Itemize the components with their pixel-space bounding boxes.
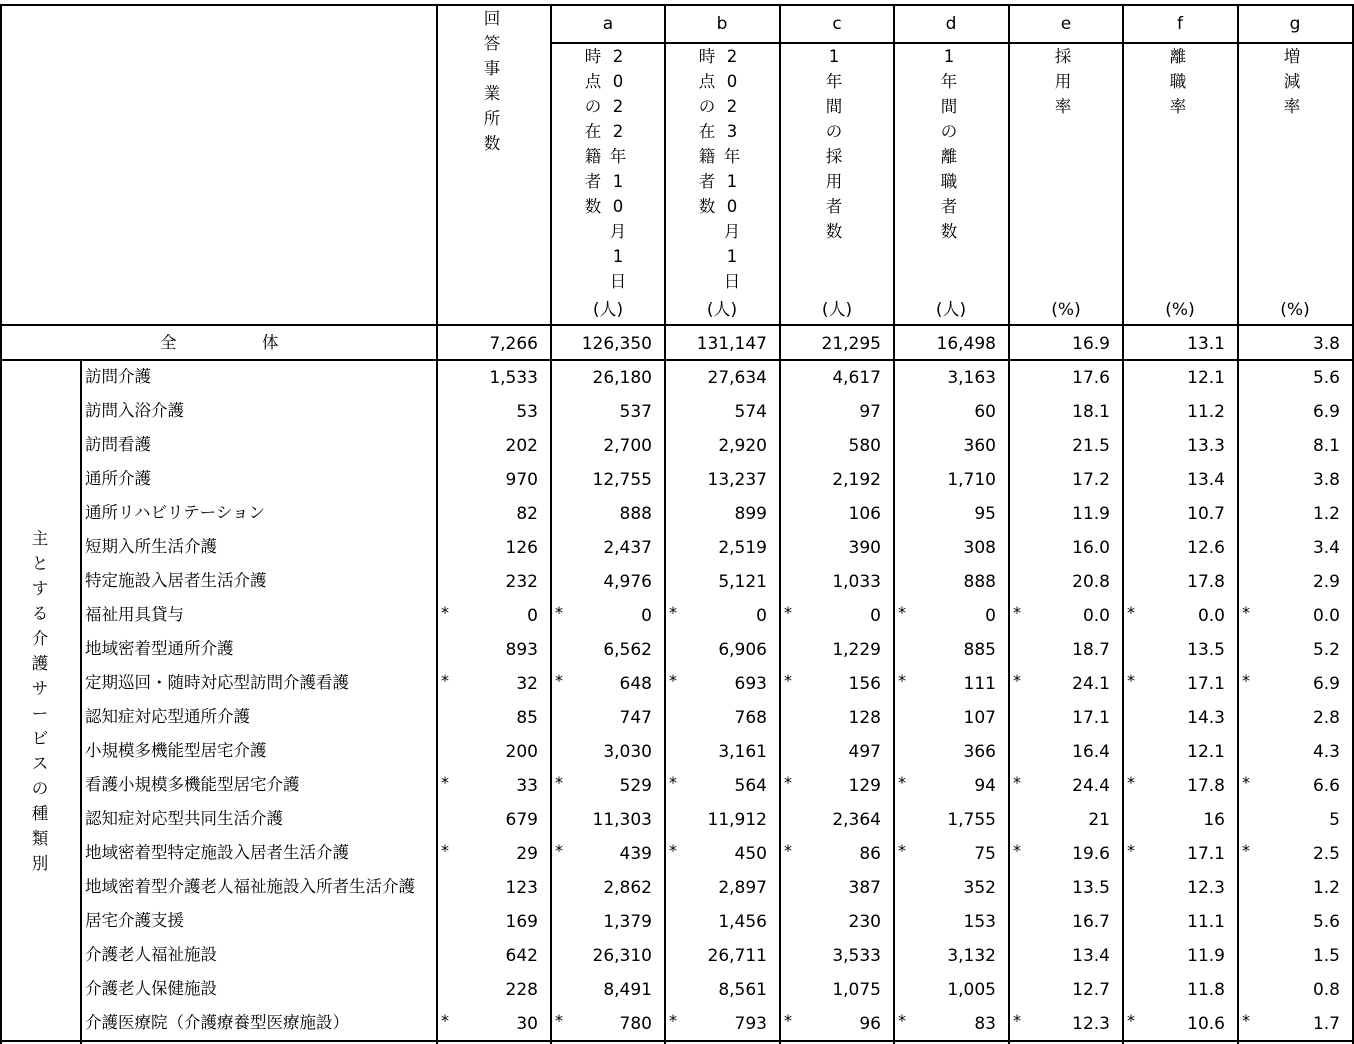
row-value: 6,906	[718, 640, 767, 660]
row-value: 2,700	[603, 436, 652, 456]
row-value: 780	[619, 1014, 652, 1034]
flag-star-icon: *	[898, 603, 906, 622]
flag-star-icon: *	[1013, 671, 1021, 690]
row-value: 156	[848, 674, 881, 694]
row-value: 3,161	[718, 742, 767, 762]
header-letter-f: f	[1177, 14, 1183, 34]
row-value: 888	[963, 572, 996, 592]
row-value: 11.2	[1187, 402, 1225, 422]
row-name: 通所リハビリテーション	[85, 503, 266, 522]
row-value: 2,192	[832, 470, 881, 490]
row-value: 1,710	[947, 470, 996, 490]
row-name: 福祉用具貸与	[85, 605, 184, 624]
row-value: 13.4	[1072, 946, 1110, 966]
row-name: 看護小規模多機能型居宅介護	[85, 775, 300, 794]
row-value: 8,561	[718, 980, 767, 1000]
flag-star-icon: *	[1242, 671, 1250, 690]
row-value: 2.9	[1312, 572, 1340, 592]
header-e: 採 用 率	[1054, 47, 1072, 116]
row-value: 12.3	[1072, 1014, 1110, 1034]
row-value: 12.6	[1187, 538, 1225, 558]
row-value: 0.0	[1082, 606, 1110, 626]
row-value: 0	[641, 606, 652, 626]
flag-star-icon: *	[669, 841, 677, 860]
row-value: 8,491	[603, 980, 652, 1000]
total-value-0: 7,266	[489, 334, 538, 354]
flag-star-icon: *	[1127, 773, 1135, 792]
row-value: 899	[734, 504, 767, 524]
header-b-left: 時 点 の 在 籍 者 数	[698, 47, 716, 216]
row-value: 580	[848, 436, 881, 456]
row-value: 12.7	[1072, 980, 1110, 1000]
row-name: 地域密着型介護老人福祉施設入所者生活介護	[85, 877, 415, 896]
row-value: 1,075	[832, 980, 881, 1000]
row-value: 1,005	[947, 980, 996, 1000]
flag-star-icon: *	[1013, 1011, 1021, 1030]
row-value: 232	[505, 572, 538, 592]
row-value: 1.7	[1312, 1014, 1340, 1034]
row-value: 679	[505, 810, 538, 830]
row-value: 0.8	[1312, 980, 1340, 1000]
row-value: 53	[516, 402, 538, 422]
row-value: 123	[505, 878, 538, 898]
flag-star-icon: *	[441, 603, 449, 622]
header-unit-5: (%)	[1165, 300, 1195, 320]
row-name: 特定施設入居者生活介護	[85, 571, 267, 590]
row-value: 16.7	[1072, 912, 1110, 932]
row-value: 13.5	[1187, 640, 1225, 660]
row-value: 20.8	[1072, 572, 1110, 592]
row-value: 2,920	[718, 436, 767, 456]
row-value: 27,634	[707, 368, 767, 388]
row-value: 11,912	[707, 810, 767, 830]
row-value: 574	[734, 402, 767, 422]
header-bottom-rule	[0, 324, 1352, 326]
row-name: 訪問介護	[85, 367, 151, 386]
total-bottom-rule	[0, 359, 1352, 361]
row-value: 21	[1088, 810, 1110, 830]
row-value: 16.4	[1072, 742, 1110, 762]
row-value: 6,562	[603, 640, 652, 660]
header-unit-6: (%)	[1280, 300, 1310, 320]
row-value: 1.2	[1312, 878, 1340, 898]
header-g: 増 減 率	[1283, 47, 1301, 116]
row-name: 介護老人保健施設	[85, 979, 217, 998]
row-value: 970	[505, 470, 538, 490]
row-value: 1.2	[1312, 504, 1340, 524]
row-value: 390	[848, 538, 881, 558]
row-value: 24.4	[1072, 776, 1110, 796]
row-value: 18.1	[1072, 402, 1110, 422]
row-value: 11.1	[1187, 912, 1225, 932]
row-value: 111	[963, 674, 996, 694]
row-value: 537	[619, 402, 652, 422]
row-value: 75	[974, 844, 996, 864]
header-unit-3: (人)	[935, 300, 967, 320]
row-value: 2,897	[718, 878, 767, 898]
row-value: 17.8	[1187, 776, 1225, 796]
row-value: 17.6	[1072, 368, 1110, 388]
flag-star-icon: *	[1013, 841, 1021, 860]
row-value: 747	[619, 708, 652, 728]
row-value: 450	[734, 844, 767, 864]
header-a-left: 時 点 の 在 籍 者 数	[584, 47, 602, 216]
row-name: 訪問看護	[85, 435, 151, 454]
row-value: 693	[734, 674, 767, 694]
row-name: 小規模多機能型居宅介護	[85, 741, 267, 760]
flag-star-icon: *	[898, 841, 906, 860]
row-value: 12.1	[1187, 742, 1225, 762]
total-value-7: 3.8	[1312, 334, 1340, 354]
header-unit-1: (人)	[706, 300, 738, 320]
row-value: 26,310	[592, 946, 652, 966]
row-value: 13.5	[1072, 878, 1110, 898]
row-value: 202	[505, 436, 538, 456]
row-value: 6.9	[1312, 674, 1340, 694]
header-office-count: 回 答 事 業 所 数	[483, 9, 501, 153]
row-value: 529	[619, 776, 652, 796]
row-value: 5.2	[1312, 640, 1340, 660]
flag-star-icon: *	[784, 773, 792, 792]
row-value: 126	[505, 538, 538, 558]
row-value: 230	[848, 912, 881, 932]
row-value: 5	[1329, 810, 1340, 830]
row-value: 5,121	[718, 572, 767, 592]
row-name: 地域密着型通所介護	[85, 639, 234, 658]
header-unit-2: (人)	[821, 300, 853, 320]
side-label-rule	[80, 359, 82, 1044]
header-unit-4: (%)	[1051, 300, 1081, 320]
row-name: 認知症対応型通所介護	[85, 707, 250, 726]
header-letter-g: g	[1289, 14, 1301, 34]
header-letter-e: e	[1060, 14, 1072, 34]
row-value: 60	[974, 402, 996, 422]
row-value: 32	[516, 674, 538, 694]
row-value: 228	[505, 980, 538, 1000]
row-value: 18.7	[1072, 640, 1110, 660]
flag-star-icon: *	[1013, 773, 1021, 792]
row-value: 3.4	[1312, 538, 1340, 558]
row-value: 1,229	[832, 640, 881, 660]
row-value: 11.8	[1187, 980, 1225, 1000]
row-value: 14.3	[1187, 708, 1225, 728]
row-value: 128	[848, 708, 881, 728]
flag-star-icon: *	[898, 773, 906, 792]
row-value: 2,519	[718, 538, 767, 558]
row-value: 1,379	[603, 912, 652, 932]
row-value: 13.4	[1187, 470, 1225, 490]
row-value: 3,132	[947, 946, 996, 966]
row-value: 12,755	[592, 470, 652, 490]
row-value: 439	[619, 844, 652, 864]
row-value: 352	[963, 878, 996, 898]
side-label: 主 と す る 介 護 サ ー ビ ス の 種 類 別	[31, 529, 49, 873]
header-unit-0: (人)	[592, 300, 624, 320]
row-value: 17.1	[1187, 674, 1225, 694]
flag-star-icon: *	[669, 671, 677, 690]
row-value: 12.1	[1187, 368, 1225, 388]
flag-star-icon: *	[1242, 841, 1250, 860]
row-value: 387	[848, 878, 881, 898]
row-value: 97	[859, 402, 881, 422]
row-value: 200	[505, 742, 538, 762]
header-c: 1 年 間 の 採 用 者 数	[825, 47, 843, 241]
row-value: 0.0	[1312, 606, 1340, 626]
row-value: 30	[516, 1014, 538, 1034]
header-f: 離 職 率	[1169, 47, 1187, 116]
row-value: 1,533	[489, 368, 538, 388]
row-value: 4,976	[603, 572, 652, 592]
row-value: 107	[963, 708, 996, 728]
row-value: 26,180	[592, 368, 652, 388]
flag-star-icon: *	[555, 841, 563, 860]
row-value: 33	[516, 776, 538, 796]
row-value: 768	[734, 708, 767, 728]
row-value: 85	[516, 708, 538, 728]
row-value: 6.6	[1312, 776, 1340, 796]
total-value-6: 13.1	[1187, 334, 1225, 354]
row-value: 885	[963, 640, 996, 660]
flag-star-icon: *	[784, 603, 792, 622]
flag-star-icon: *	[1242, 773, 1250, 792]
row-value: 17.1	[1072, 708, 1110, 728]
row-name: 定期巡回・随時対応型訪問介護看護	[85, 673, 349, 692]
flag-star-icon: *	[784, 671, 792, 690]
flag-star-icon: *	[1127, 841, 1135, 860]
row-value: 153	[963, 912, 996, 932]
row-value: 6.9	[1312, 402, 1340, 422]
row-value: 2,862	[603, 878, 652, 898]
row-value: 0.0	[1197, 606, 1225, 626]
row-value: 8.1	[1312, 436, 1340, 456]
flag-star-icon: *	[555, 603, 563, 622]
row-value: 893	[505, 640, 538, 660]
row-value: 3,163	[947, 368, 996, 388]
row-value: 29	[516, 844, 538, 864]
row-value: 16	[1203, 810, 1225, 830]
header-b-right: 2 0 2 3 年 1 0 月 1 日	[723, 47, 741, 291]
flag-star-icon: *	[555, 1011, 563, 1030]
row-value: 2.5	[1312, 844, 1340, 864]
header-letter-d: d	[945, 14, 957, 34]
row-value: 0	[870, 606, 881, 626]
header-letter-a: a	[602, 14, 614, 34]
row-value: 2.8	[1312, 708, 1340, 728]
row-name: 認知症対応型共同生活介護	[85, 809, 283, 828]
row-value: 17.2	[1072, 470, 1110, 490]
row-value: 793	[734, 1014, 767, 1034]
flag-star-icon: *	[1127, 671, 1135, 690]
flag-star-icon: *	[1127, 1011, 1135, 1030]
row-value: 564	[734, 776, 767, 796]
flag-star-icon: *	[784, 1011, 792, 1030]
row-value: 0	[985, 606, 996, 626]
row-value: 1,456	[718, 912, 767, 932]
bottom-rule	[0, 1040, 1352, 1042]
flag-star-icon: *	[784, 841, 792, 860]
total-value-3: 21,295	[821, 334, 881, 354]
row-value: 129	[848, 776, 881, 796]
flag-star-icon: *	[898, 671, 906, 690]
total-value-5: 16.9	[1072, 334, 1110, 354]
flag-star-icon: *	[1127, 603, 1135, 622]
row-value: 106	[848, 504, 881, 524]
row-value: 0	[756, 606, 767, 626]
header-a-right: 2 0 2 2 年 1 0 月 1 日	[609, 47, 627, 291]
row-value: 86	[859, 844, 881, 864]
total-label-1: 全	[160, 333, 177, 352]
row-value: 5.6	[1312, 368, 1340, 388]
row-name: 居宅介護支援	[85, 911, 184, 930]
row-value: 366	[963, 742, 996, 762]
row-name: 介護老人福祉施設	[85, 945, 217, 964]
row-value: 16.0	[1072, 538, 1110, 558]
total-label-2: 体	[262, 333, 279, 352]
row-value: 0	[527, 606, 538, 626]
total-value-2: 131,147	[696, 334, 767, 354]
row-value: 1,033	[832, 572, 881, 592]
row-value: 4.3	[1312, 742, 1340, 762]
flag-star-icon: *	[441, 671, 449, 690]
row-value: 3,030	[603, 742, 652, 762]
total-value-4: 16,498	[936, 334, 996, 354]
row-name: 通所介護	[85, 469, 151, 488]
row-value: 497	[848, 742, 881, 762]
row-value: 4,617	[832, 368, 881, 388]
row-value: 21.5	[1072, 436, 1110, 456]
flag-star-icon: *	[441, 773, 449, 792]
row-value: 888	[619, 504, 652, 524]
total-value-1: 126,350	[581, 334, 652, 354]
row-value: 169	[505, 912, 538, 932]
row-name: 介護医療院（介護療養型医療施設）	[85, 1013, 349, 1032]
row-value: 13.3	[1187, 436, 1225, 456]
flag-star-icon: *	[1242, 1011, 1250, 1030]
row-value: 19.6	[1072, 844, 1110, 864]
row-value: 308	[963, 538, 996, 558]
top-rule	[0, 4, 1352, 6]
row-value: 83	[974, 1014, 996, 1034]
row-value: 95	[974, 504, 996, 524]
flag-star-icon: *	[1242, 603, 1250, 622]
row-value: 82	[516, 504, 538, 524]
row-value: 1,755	[947, 810, 996, 830]
row-value: 17.1	[1187, 844, 1225, 864]
row-value: 10.6	[1187, 1014, 1225, 1034]
row-value: 648	[619, 674, 652, 694]
row-value: 360	[963, 436, 996, 456]
row-value: 12.3	[1187, 878, 1225, 898]
left-rule	[0, 4, 2, 1044]
flag-star-icon: *	[441, 1011, 449, 1030]
flag-star-icon: *	[898, 1011, 906, 1030]
row-value: 2,364	[832, 810, 881, 830]
row-value: 5.6	[1312, 912, 1340, 932]
row-value: 11,303	[592, 810, 652, 830]
row-value: 10.7	[1187, 504, 1225, 524]
flag-star-icon: *	[441, 841, 449, 860]
row-value: 3,533	[832, 946, 881, 966]
row-value: 17.8	[1187, 572, 1225, 592]
flag-star-icon: *	[669, 1011, 677, 1030]
row-name: 短期入所生活介護	[85, 537, 217, 556]
row-value: 11.9	[1072, 504, 1110, 524]
row-value: 26,711	[707, 946, 767, 966]
flag-star-icon: *	[669, 603, 677, 622]
flag-star-icon: *	[555, 773, 563, 792]
row-name: 地域密着型特定施設入居者生活介護	[85, 843, 349, 862]
flag-star-icon: *	[669, 773, 677, 792]
row-value: 642	[505, 946, 538, 966]
row-name: 訪問入浴介護	[85, 401, 184, 420]
header-d: 1 年 間 の 離 職 者 数	[940, 47, 958, 241]
flag-star-icon: *	[555, 671, 563, 690]
header-letter-c: c	[832, 14, 842, 34]
row-value: 3.8	[1312, 470, 1340, 490]
row-value: 24.1	[1072, 674, 1110, 694]
row-value: 2,437	[603, 538, 652, 558]
row-value: 1.5	[1312, 946, 1340, 966]
row-value: 11.9	[1187, 946, 1225, 966]
row-value: 96	[859, 1014, 881, 1034]
flag-star-icon: *	[1013, 603, 1021, 622]
row-value: 13,237	[707, 470, 767, 490]
row-value: 94	[974, 776, 996, 796]
header-letter-b: b	[716, 14, 728, 34]
